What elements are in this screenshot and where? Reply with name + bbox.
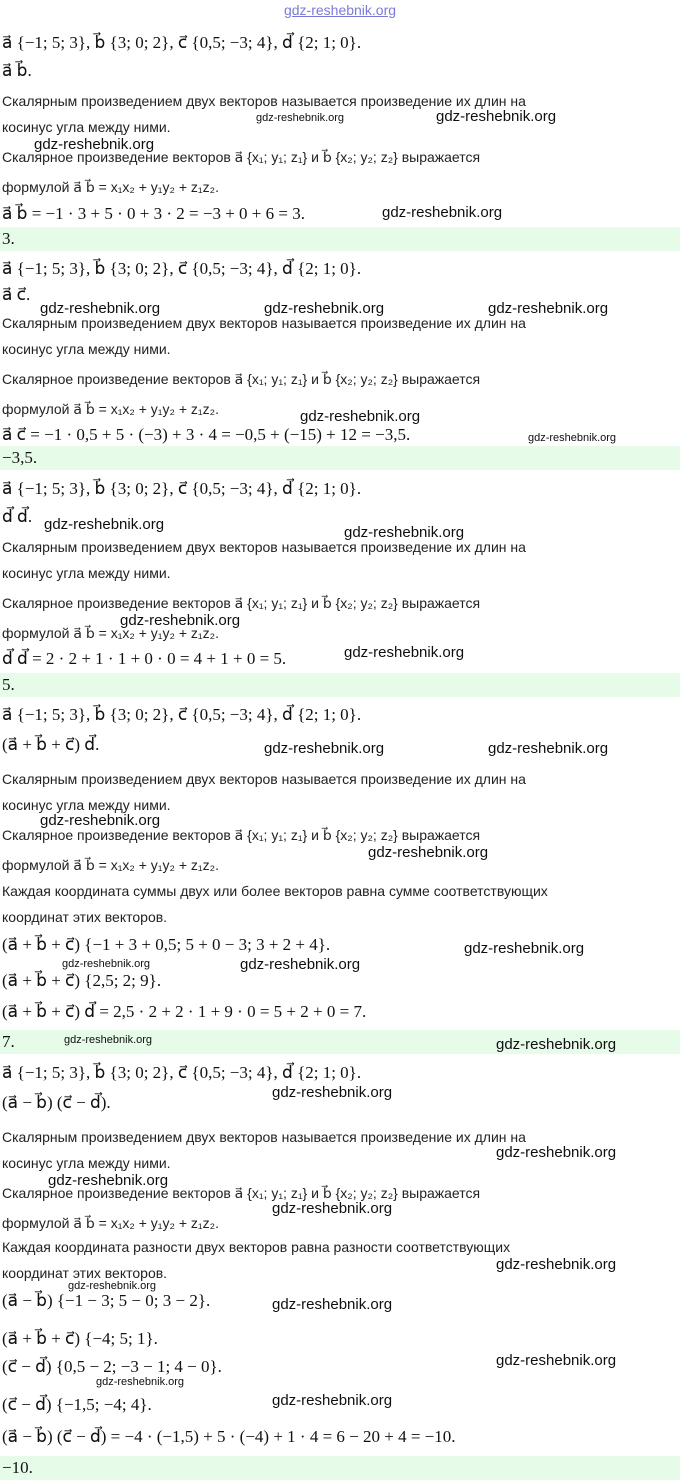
watermark: gdz-reshebnik.org <box>62 958 151 970</box>
watermark: gdz-reshebnik.org <box>496 1256 617 1273</box>
solution-line: a⃗ b⃗ = −1 · 3 + 5 · 0 + 3 · 2 = −3 + 0 + 6 = 3. <box>2 204 305 223</box>
watermark: gdz-reshebnik.org <box>272 1200 393 1217</box>
given-vectors: a⃗ {−1; 5; 3}, b⃗ {3; 0; 2}, c⃗ {0,5; −3; 4}, d⃗ {2; 1; 0}. <box>2 479 362 498</box>
solution-line: (a⃗ − b⃗) (c⃗ − d⃗) = −4 · (−1,5) + 5 · (−4) + 1 · 4 = 6 − 20 + 4 = −10. <box>2 1427 456 1446</box>
answer-bar: 3. <box>0 227 680 251</box>
formula-line: формулой a⃗ b⃗ = x₁x₂ + y₁y₂ + z₁z₂. <box>2 179 219 195</box>
definition-line: косинус угла между ними. <box>2 341 171 357</box>
watermark: gdz-reshebnik.org <box>48 1172 169 1189</box>
watermark: gdz-reshebnik.org <box>464 940 585 957</box>
solution-line: (a⃗ − b⃗) {−1 − 3; 5 − 0; 3 − 2}. <box>2 1291 211 1310</box>
watermark: gdz-reshebnik.org <box>240 956 361 973</box>
answer-bar: −3,5. <box>0 446 680 470</box>
definition-line: Скалярным произведением двух векторов называется произведение их длин на <box>2 315 526 331</box>
watermark: gdz-reshebnik.org <box>344 524 465 541</box>
sum-rule-line: Каждая координата суммы двух или более векторов равна сумме соответствующих <box>2 883 548 899</box>
diff-rule-line: координат этих векторов. <box>2 1265 168 1281</box>
task-expression: d⃗ d⃗. <box>2 507 33 526</box>
formula-line: формулой a⃗ b⃗ = x₁x₂ + y₁y₂ + z₁z₂. <box>2 1215 219 1231</box>
watermark: gdz-reshebnik.org <box>528 432 617 444</box>
solution-line: (c⃗ − d⃗) {0,5 − 2; −3 − 1; 4 − 0}. <box>2 1357 222 1376</box>
formula-intro: Скалярное произведение векторов a⃗ {x₁; y₁; z₁} и b⃗ {x₂; y₂; z₂} выражается <box>2 371 481 387</box>
solution-line: (a⃗ + b⃗ + c⃗) {−4; 5; 1}. <box>2 1329 158 1348</box>
formula-line: формулой a⃗ b⃗ = x₁x₂ + y₁y₂ + z₁z₂. <box>2 401 219 417</box>
task-expression: (a⃗ + b⃗ + c⃗) d⃗. <box>2 735 100 754</box>
formula-intro: Скалярное произведение векторов a⃗ {x₁; y₁; z₁} и b⃗ {x₂; y₂; z₂} выражается <box>2 827 481 843</box>
definition-line: Скалярным произведением двух векторов называется произведение их длин на <box>2 1129 526 1145</box>
solution-line: a⃗ c⃗ = −1 · 0,5 + 5 · (−3) + 3 · 4 = −0,5 + (−15) + 12 = −3,5. <box>2 425 411 444</box>
watermark: gdz-reshebnik.org <box>496 1352 617 1369</box>
answer-bar: 7. <box>0 1030 680 1054</box>
watermark: gdz-reshebnik.org <box>34 136 155 153</box>
watermark: gdz-reshebnik.org <box>272 1296 393 1313</box>
formula-line: формулой a⃗ b⃗ = x₁x₂ + y₁y₂ + z₁z₂. <box>2 857 219 873</box>
top-watermark: gdz-reshebnik.org <box>283 2 397 18</box>
solution-line: (c⃗ − d⃗) {−1,5; −4; 4}. <box>2 1395 152 1414</box>
watermark: gdz-reshebnik.org <box>272 1392 393 1409</box>
definition-line: косинус угла между ними. <box>2 565 171 581</box>
watermark: gdz-reshebnik.org <box>382 204 503 221</box>
formula-line: формулой a⃗ b⃗ = x₁x₂ + y₁y₂ + z₁z₂. <box>2 625 219 641</box>
watermark: gdz-reshebnik.org <box>488 300 609 317</box>
watermark: gdz-reshebnik.org <box>436 108 557 125</box>
watermark: gdz-reshebnik.org <box>68 1280 157 1292</box>
watermark: gdz-reshebnik.org <box>496 1036 617 1053</box>
watermark: gdz-reshebnik.org <box>368 844 489 861</box>
answer-bar: 5. <box>0 673 680 697</box>
definition-line: косинус угла между ними. <box>2 1155 171 1171</box>
diff-rule-line: Каждая координата разности двух векторов равна разности соответствующих <box>2 1239 511 1255</box>
given-vectors: a⃗ {−1; 5; 3}, b⃗ {3; 0; 2}, c⃗ {0,5; −3; 4}, d⃗ {2; 1; 0}. <box>2 33 362 52</box>
watermark: gdz-reshebnik.org <box>120 612 241 629</box>
given-vectors: a⃗ {−1; 5; 3}, b⃗ {3; 0; 2}, c⃗ {0,5; −3; 4}, d⃗ {2; 1; 0}. <box>2 1063 362 1082</box>
formula-intro: Скалярное произведение векторов a⃗ {x₁; y₁; z₁} и b⃗ {x₂; y₂; z₂} выражается <box>2 595 481 611</box>
solution-line: (a⃗ + b⃗ + c⃗) {−1 + 3 + 0,5; 5 + 0 − 3; 3 + 2 + 4}. <box>2 935 331 954</box>
task-expression: a⃗ c⃗. <box>2 285 31 304</box>
answer-bar: −10. <box>0 1456 680 1480</box>
watermark: gdz-reshebnik.org <box>264 300 385 317</box>
formula-intro: Скалярное произведение векторов a⃗ {x₁; y₁; z₁} и b⃗ {x₂; y₂; z₂} выражается <box>2 149 481 165</box>
watermark: gdz-reshebnik.org <box>256 112 345 124</box>
solution-line: (a⃗ + b⃗ + c⃗) {2,5; 2; 9}. <box>2 971 162 990</box>
solution-line: d⃗ d⃗ = 2 · 2 + 1 · 1 + 0 · 0 = 4 + 1 + 0 = 5. <box>2 649 287 668</box>
watermark: gdz-reshebnik.org <box>272 1084 393 1101</box>
watermark: gdz-reshebnik.org <box>40 300 161 317</box>
watermark: gdz-reshebnik.org <box>264 740 385 757</box>
watermark: gdz-reshebnik.org <box>40 812 161 829</box>
given-vectors: a⃗ {−1; 5; 3}, b⃗ {3; 0; 2}, c⃗ {0,5; −3; 4}, d⃗ {2; 1; 0}. <box>2 259 362 278</box>
formula-intro: Скалярное произведение векторов a⃗ {x₁; y₁; z₁} и b⃗ {x₂; y₂; z₂} выражается <box>2 1185 481 1201</box>
definition-line: Скалярным произведением двух векторов называется произведение их длин на <box>2 93 526 109</box>
watermark: gdz-reshebnik.org <box>44 516 165 533</box>
watermark: gdz-reshebnik.org <box>96 1376 185 1388</box>
sum-rule-line: координат этих векторов. <box>2 909 168 925</box>
watermark: gdz-reshebnik.org <box>64 1034 153 1046</box>
definition-line: Скалярным произведением двух векторов называется произведение их длин на <box>2 539 526 555</box>
watermark: gdz-reshebnik.org <box>344 644 465 661</box>
watermark: gdz-reshebnik.org <box>488 740 609 757</box>
watermark: gdz-reshebnik.org <box>496 1144 617 1161</box>
solution-line: (a⃗ + b⃗ + c⃗) d⃗ = 2,5 · 2 + 2 · 1 + 9 · 0 = 5 + 2 + 0 = 7. <box>2 1002 367 1021</box>
watermark: gdz-reshebnik.org <box>300 408 421 425</box>
task-expression: a⃗ b⃗. <box>2 61 32 80</box>
definition-line: косинус угла между ними. <box>2 797 171 813</box>
definition-line: косинус угла между ними. <box>2 119 171 135</box>
definition-line: Скалярным произведением двух векторов называется произведение их длин на <box>2 771 526 787</box>
given-vectors: a⃗ {−1; 5; 3}, b⃗ {3; 0; 2}, c⃗ {0,5; −3; 4}, d⃗ {2; 1; 0}. <box>2 705 362 724</box>
task-expression: (a⃗ − b⃗) (c⃗ − d⃗). <box>2 1093 111 1112</box>
